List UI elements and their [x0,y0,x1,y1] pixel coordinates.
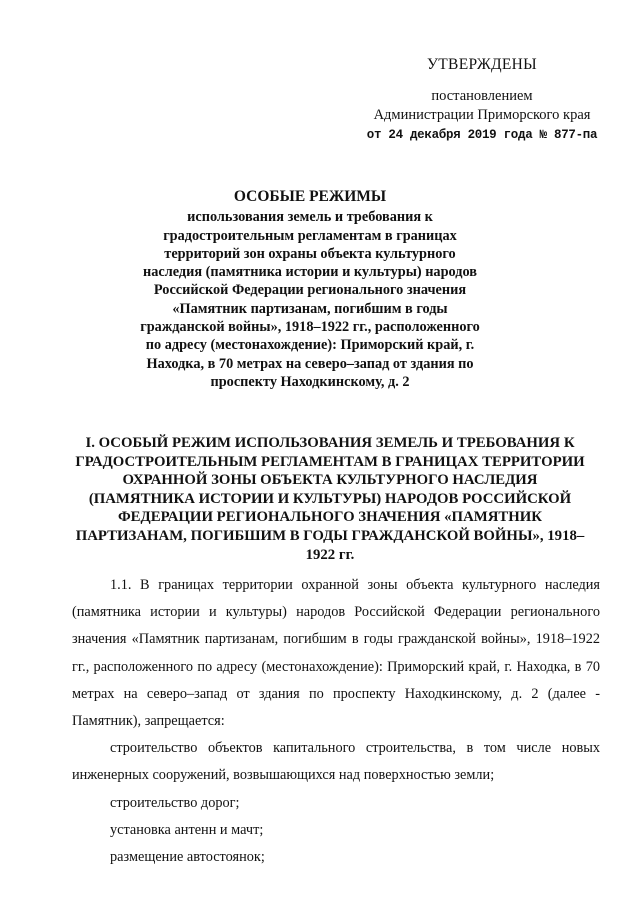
approval-block [352,55,612,145]
document-title [140,188,480,391]
paragraph-1-1: 1.1. В границах территории охранной зоны объекта культурного наследия (памятника истории и культуры) народов Российской Федерации регионального значения «Памятник партизанам, погибшим в годы гражданской войны», 1918–1922 гг., расположенного по адресу (местонахождение): Приморский край, г. Находка, в 70 метрах на северо–запад от здания по проспекту Находкинскому, д. 2 (далее - Памятник), запрещается: [72,577,600,730]
list-item: размещение автостоянок; [110,849,265,866]
list-item: строительство объектов капитального строительства, в том числе новых инженерных сооружений, возвышающихся над поверхностью земли; [72,740,600,784]
title-subtitle: использования земель и требования к градостроительным регламентам в границах территорий зон охраны объекта культурного наследия (памятника истории и культуры) народов Российской Федерации регионального значения «Памятник партизанам, погибшим в годы гражданской войны», 1918–1922 гг., расположенного по адресу (местонахождение): Приморский край, г. Находка, в 70 метрах на северо–запад от здания по проспекту Находкинскому, д. 2 [140,209,480,390]
list-item: строительство дорог; [110,794,240,811]
approval-line-decree: постановлением [431,88,533,104]
approval-date-number: от 24 декабря 2019 года № 877-па [366,128,598,142]
list-item: установка антенн и мачт; [110,821,264,838]
title-main: ОСОБЫЕ РЕЖИМЫ [233,188,387,205]
approval-line-administration: Администрации Приморского края [373,107,591,123]
approval-heading: УТВЕРЖДЕНЫ [427,56,537,73]
body-text [72,572,600,871]
section-heading: I. ОСОБЫЙ РЕЖИМ ИСПОЛЬЗОВАНИЯ ЗЕМЕЛЬ И ТРЕБОВАНИЯ К ГРАДОСТРОИТЕЛЬНЫМ РЕГЛАМЕНТАМ В ГРАНИЦАХ ТЕРРИТОРИИ ОХРАННОЙ ЗОНЫ ОБЪЕКТА КУЛЬТУРНОГО НАСЛЕДИЯ (ПАМЯТНИКА ИСТОРИИ И КУЛЬТУРЫ) НАРОДОВ РОССИЙСКОЙ ФЕДЕРАЦИИ РЕГИОНАЛЬНОГО ЗНАЧЕНИЯ «ПАМЯТНИК ПАРТИЗАНАМ, ПОГИБШИМ В ГОДЫ ГРАЖДАНСКОЙ ВОЙНЫ», 1918–1922 гг. [75,435,585,563]
